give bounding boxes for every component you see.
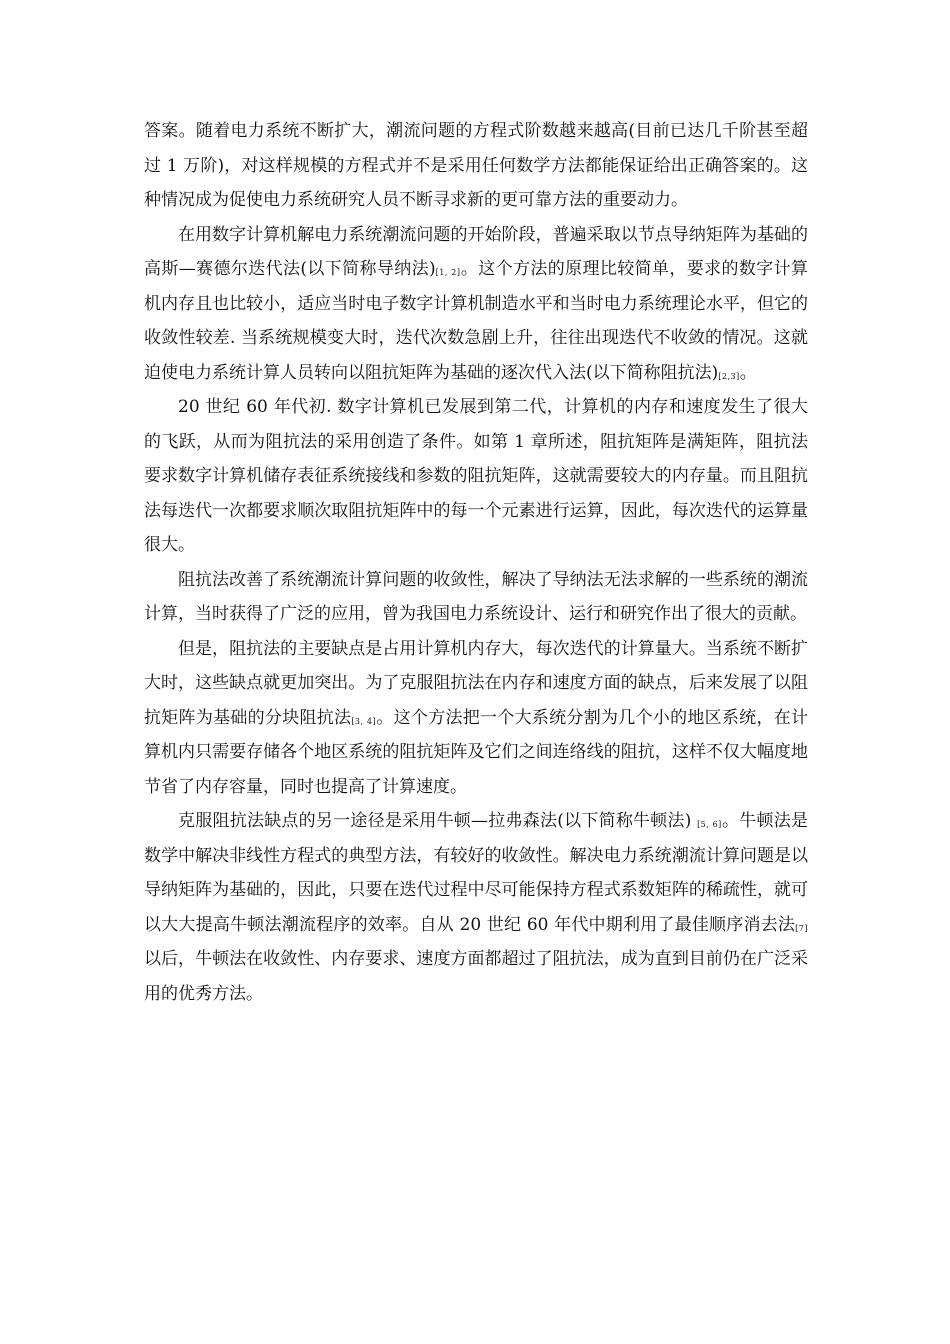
paragraph-text: 20 世纪 60 年代初. 数字计算机已发展到第二代，计算机的内存和速度发生了很大的飞跃，从而为阻抗法的采用创造了条件。如第 1 章所述，阻抗矩阵是满矩阵，阻抗法要求数字计算机储存表征系统接线和参数的阻抗矩阵，这就需要较大的内存量。而且阻抗法每迭代一次都要求顺次取阻抗矩阵中的每一个元素进行运算，因此，每次迭代的运算量很大。 — [144, 397, 808, 555]
paragraph — [144, 563, 808, 632]
paragraph-text: 以后，牛顿法在收敛性、内存要求、速度方面都超过了阻抗法，成为直到目前仍在广泛采用的优秀方法。 — [144, 949, 808, 1004]
body-text — [144, 114, 808, 1011]
paragraph-text: 。牛顿法是数学中解决非线性方程式的典型方法，有较好的收敛性。解决电力系统潮流计算问题是以导纳矩阵为基础的，因此，只要在迭代过程中尽可能保持方程式系数矩阵的稀疏性，就可以大大提高牛顿法潮流程序的效率。自从 20 世纪 60 年代中期利用了最佳顺序消去法 — [144, 811, 809, 935]
citation-reference: [3, 4] — [351, 716, 377, 726]
paragraph — [144, 804, 808, 1011]
paragraph — [144, 390, 808, 563]
paragraph-text: 。 — [739, 362, 757, 383]
paragraph-text: 答案。随着电力系统不断扩大，潮流问题的方程式阶数越来越高(目前已达几千阶甚至超过 1 万阶)，对这样规模的方程式并不是采用任何数学方法都能保证给出正确答案的。这种情况成为促使电力系统研究人员不断寻求新的更可靠方法的重要动力。 — [144, 121, 808, 210]
paragraph — [144, 218, 808, 391]
citation-reference: [2,3] — [718, 371, 740, 381]
paragraph — [144, 114, 808, 218]
citation-reference: [1, 2] — [435, 268, 461, 277]
paragraph-text: 但是，阻抗法的主要缺点是占用计算机内存大，每次迭代的计算量大。当系统不断扩大时，这些缺点就更加突出。为了克服阻抗法在内存和速度方面的缺点，后来发展了以阻抗矩阵为基础的分块阻抗法 — [144, 638, 808, 728]
paragraph — [144, 632, 808, 805]
citation-reference: [7] — [795, 923, 808, 933]
citation-reference: [5, 6] — [697, 820, 722, 829]
paragraph-text: 克服阻抗法缺点的另一途径是采用牛顿—拉弗森法(以下简称牛顿法) — [178, 811, 698, 831]
paragraph-text: 。这个方法的原理比较简单，要求的数字计算机内存且也比较小，适应当时电子数字计算机制造水平和当时电力系统理论水平，但它的收敛性较差. 当系统规模变大时，迭代次数急剧上升，往往出现迭代不收敛的情况。这就迫使电力系统计算人员转向以阻抗矩阵为基础的逐次代入法(以下简称阻抗法) — [144, 259, 808, 383]
paragraph-text: 。这个方法把一个大系统分割为几个小的地区系统，在计算机内只需要存储各个地区系统的阻抗矩阵及它们之间连络线的阻抗，这样不仅大幅度地节省了内存容量，同时也提高了计算速度。 — [144, 707, 809, 797]
paragraph-text: 阻抗法改善了系统潮流计算问题的收敛性，解决了导纳法无法求解的一些系统的潮流计算，当时获得了广泛的应用，曾为我国电力系统设计、运行和研究作出了很大的贡献。 — [144, 569, 808, 624]
paragraph-text: 在用数字计算机解电力系统潮流问题的开始阶段，普遍采取以节点导纳矩阵为基础的高斯—赛德尔迭代法(以下简称导纳法) — [144, 224, 808, 279]
